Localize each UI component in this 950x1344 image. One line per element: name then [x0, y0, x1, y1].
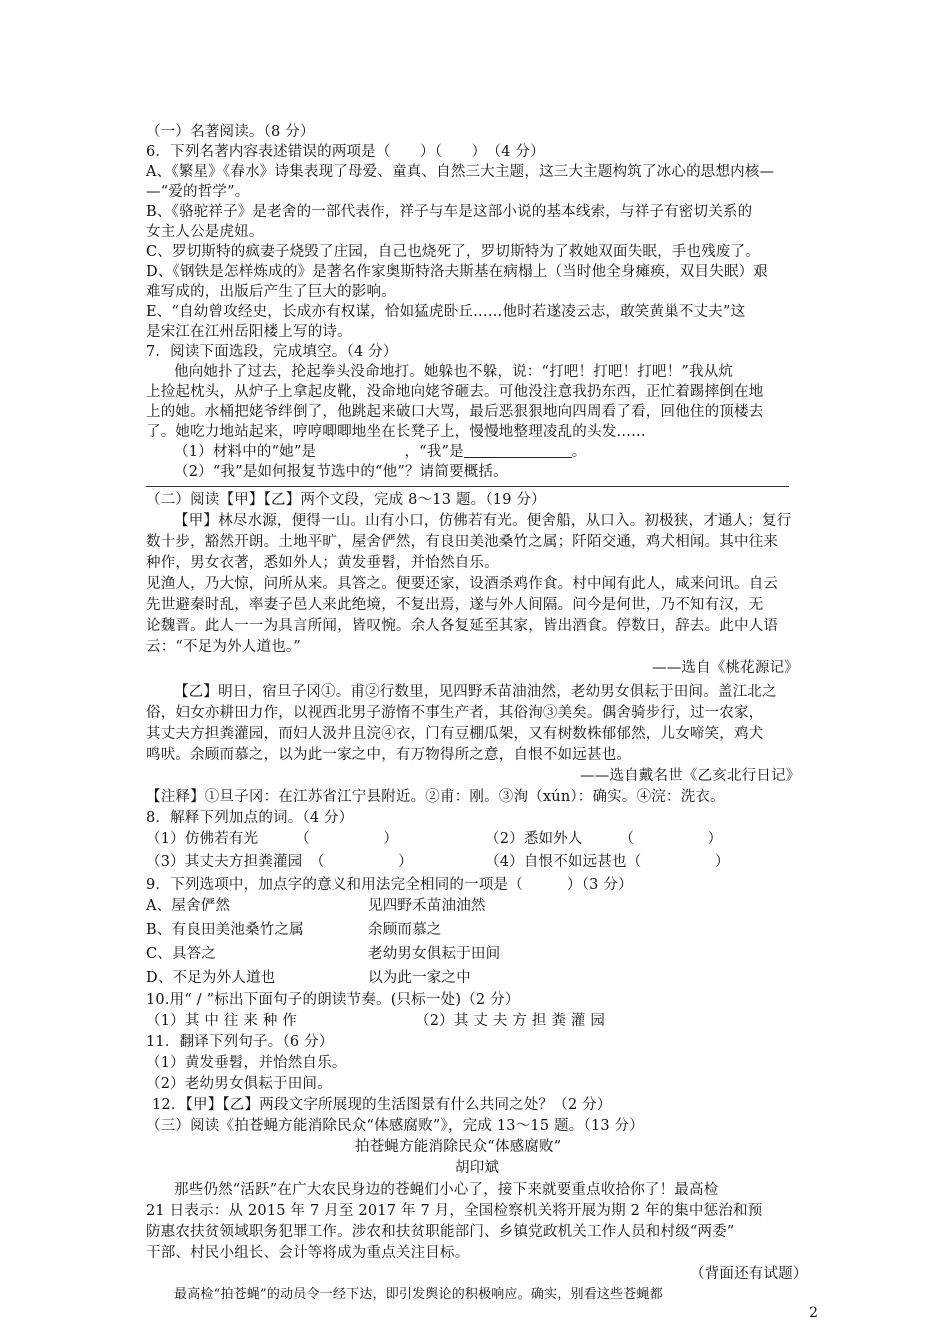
q9-option: 老幼男女俱耘于田间 — [368, 946, 501, 962]
q9-option: 余顾而慕之 — [368, 922, 442, 938]
option-d: D、《钢铁是怎样炼成的》是著名作家奥斯特洛夫斯基在病榻上（当时他全身瘫痪，双目失眠）艰 — [146, 264, 768, 280]
article-line: 防惠农扶贫领域职务犯罪工作。涉农和扶贫职能部门、乡镇党政机关工作人员和村级“两委” — [146, 1224, 735, 1240]
q8-item: （4）自恨不如远甚也（ ） — [485, 854, 730, 870]
passage-jia: 种作，男女衣著，悉如外人；黄发垂髫，并怡然自乐。 — [146, 555, 499, 571]
question-9: 9．下列选项中，加点字的意义和用法完全相同的一项是（ ）（3 分） — [146, 877, 633, 893]
article-line: 干部、村民小组长、会计等将成为重点关注目标。 — [146, 1245, 470, 1261]
section-heading: （二）阅读【甲】【乙】两个文段，完成 8～13 题。（19 分） — [146, 492, 546, 508]
q11-item: （1）黄发垂髫，并怡然自乐。 — [146, 1055, 347, 1071]
q8-item: （3）其丈夫方担粪灌园 （ ） — [146, 854, 413, 870]
q9-option: 见四野禾苗油油然 — [368, 898, 486, 914]
passage-jia: 【甲】林尽水源，便得一山。山有小口，仿佛若有光。便舍船，从口入。初极狭，才通人；复行 — [174, 513, 792, 529]
answer-blank[interactable] — [464, 443, 572, 458]
question-6: 6．下列名著内容表述错误的两项是（ ）（ ） （4 分） — [146, 144, 545, 160]
source-citation: ——选自《桃花源记》 — [652, 660, 799, 676]
q10-item: （2）其 丈 夫 方 担 粪 灌 园 — [415, 1013, 606, 1029]
question-10: 10.用“ / ”标出下面句子的朗读节奏。(只标一处)（2 分） — [146, 992, 520, 1008]
back-page-note: （背面还有试题） — [690, 1266, 808, 1282]
passage-yi: 俗，妇女亦耕田力作，以视西北男子游惰不事生产者，其俗洵③美矣。偶舍骑步行，过一农家， — [146, 705, 764, 721]
question-8: 8．解释下列加点的词。（4 分） — [146, 810, 354, 826]
option-d-cont: 难写成的，出版后产生了巨大的影响。 — [146, 284, 396, 300]
q9-option: C、具答之 — [146, 946, 217, 962]
q9-option: B、有良田美池桑竹之属 — [146, 922, 304, 938]
option-e-cont: 是宋江在江州岳阳楼上写的诗。 — [146, 324, 352, 340]
article-line: 最高检“拍苍蝇”的动员令一经下达，即引发舆论的积极响应。确实，别看这些苍蝇都 — [174, 1287, 663, 1302]
q8-item: （1）仿佛若有光 （ ） — [146, 831, 399, 847]
divider — [146, 486, 789, 487]
question-7: 7．阅读下面选段，完成填空。（4 分） — [146, 344, 398, 360]
q9-option: 以为此一家之中 — [368, 970, 471, 986]
passage-jia: 云：“不足为外人道也。” — [146, 639, 301, 655]
option-c: C、罗切斯特的疯妻子烧毁了庄园，自己也烧死了，罗切斯特为了救她双面失眠，手也残废了。 — [146, 244, 760, 260]
question-12: 12．【甲】【乙】两段文字所展现的生活图景有什么共同之处？（2 分） — [152, 1097, 612, 1113]
option-b: B、《骆驼祥子》是老舍的一部代表作，祥子与车是这部小说的基本线索，与祥子有密切关系的 — [146, 204, 753, 220]
passage-jia: 数十步，豁然开朗。土地平旷，屋舍俨然，有良田美池桑竹之属；阡陌交通，鸡犬相闻。其中往来 — [146, 534, 779, 550]
option-a-cont: —“爱的哲学”。 — [146, 184, 250, 200]
passage-jia: 先世避秦时乱，率妻子邑人来此绝境，不复出焉，遂与外人间隔。问今是何世，乃不知有汉，无 — [146, 597, 764, 613]
question-7-1-text: （1）材料中的“她”是 ，“我”是 — [174, 444, 464, 460]
section-heading: （一）名著阅读。（8 分） — [146, 124, 315, 140]
passage-yi: 鸣吠。余顾而慕之，以为此一家之中，有万物得所之意，自恨不如远甚也。 — [146, 747, 632, 763]
q10-item: （1）其 中 往 来 种 作 — [146, 1013, 298, 1029]
option-a: A、《繁星》《春水》诗集表现了母爱、童真、自然三大主题，这三大主题构筑了冰心的思想内核— — [146, 164, 775, 180]
passage-jia: 见渔人，乃大惊，问所从来。具答之。便要还家，设酒杀鸡作食。村中闻有此人，咸来问讯。自云 — [146, 576, 779, 592]
q9-option: A、屋舍俨然 — [146, 898, 231, 914]
option-b-cont: 女主人公是虎妞。 — [146, 224, 264, 240]
q11-item: （2）老幼男女俱耘于田间。 — [146, 1076, 332, 1092]
article-author: 胡印斌 — [455, 1160, 500, 1176]
article-line: 21 日表示：从 2015 年 7 月至 2017 年 7 月，全国检察机关将开展为期 2 年的集中惩治和预 — [146, 1203, 763, 1219]
source-citation: ——选自戴名世《乙亥北行日记》 — [580, 768, 801, 784]
passage-jia: 论魏晋。此人一一为具言所闻，皆叹惋。余人各复延至其家，皆出酒食。停数日，辞去。此中人语 — [146, 618, 779, 634]
passage-line: 他向她扑了过去，抡起拳头没命地打。她躲也不躲，说：“打吧！打吧！打吧！”我从炕 — [174, 364, 734, 380]
page-number: 2 — [809, 1305, 818, 1321]
article-title: 拍苍蝇方能消除民众“体感腐败” — [355, 1139, 562, 1155]
passage-line: 了。她吃力地站起来，哼哼唧唧地坐在长凳子上，慢慢地整理凌乱的头发…… — [146, 424, 646, 440]
passage-yi: 其丈夫方担粪灌园，而妇人汲井且浣④衣，门有豆棚瓜架，又有树数株郁郁然，儿女啼笑，鸡犬 — [146, 726, 764, 742]
section-heading: （三）阅读《拍苍蝇方能消除民众“体感腐败”》，完成 13～15 题。（13 分） — [146, 1118, 645, 1134]
option-e: E、“自幼曾攻经史，长成亦有权谋，恰如猛虎卧丘……他时若遂凌云志，敢笑黄巢不丈夫”这 — [146, 304, 746, 320]
q8-item: （2）悉如外人 （ ） — [485, 831, 723, 847]
passage-line: 上捡起枕头，从炉子上拿起皮靴，没命地向姥爷砸去。可他没注意我扔东西，正忙着踢摔倒在地 — [146, 384, 764, 400]
passage-line: 上的她。水桶把姥爷绊倒了，他跳起来破口大骂，最后恶狠狠地向四周看了看，回他住的顶楼去 — [146, 404, 764, 420]
question-7-2: （2）“我”是如何报复节选中的“他”？请简要概括。 — [174, 464, 508, 480]
q9-option: D、不足为外人道也 — [146, 970, 276, 986]
article-line: 那些仍然“活跃”在广大农民身边的苍蝇们小心了，接下来就要重点收拾你了！最高检 — [174, 1182, 719, 1198]
annotation: 【注释】①旦子冈：在江苏省江宁县附近。②甫：刚。③洵（xún）：确实。④浣：洗衣。 — [146, 789, 725, 805]
passage-yi: 【乙】明日，宿旦子冈①。甫②行数里，见四野禾苗油油然，老幼男女俱耘于田间。盖江北之 — [174, 684, 777, 700]
question-11: 11．翻译下列句子。（6 分） — [146, 1034, 334, 1050]
question-7-1: （1）材料中的“她”是 ，“我”是 。 — [174, 444, 587, 460]
